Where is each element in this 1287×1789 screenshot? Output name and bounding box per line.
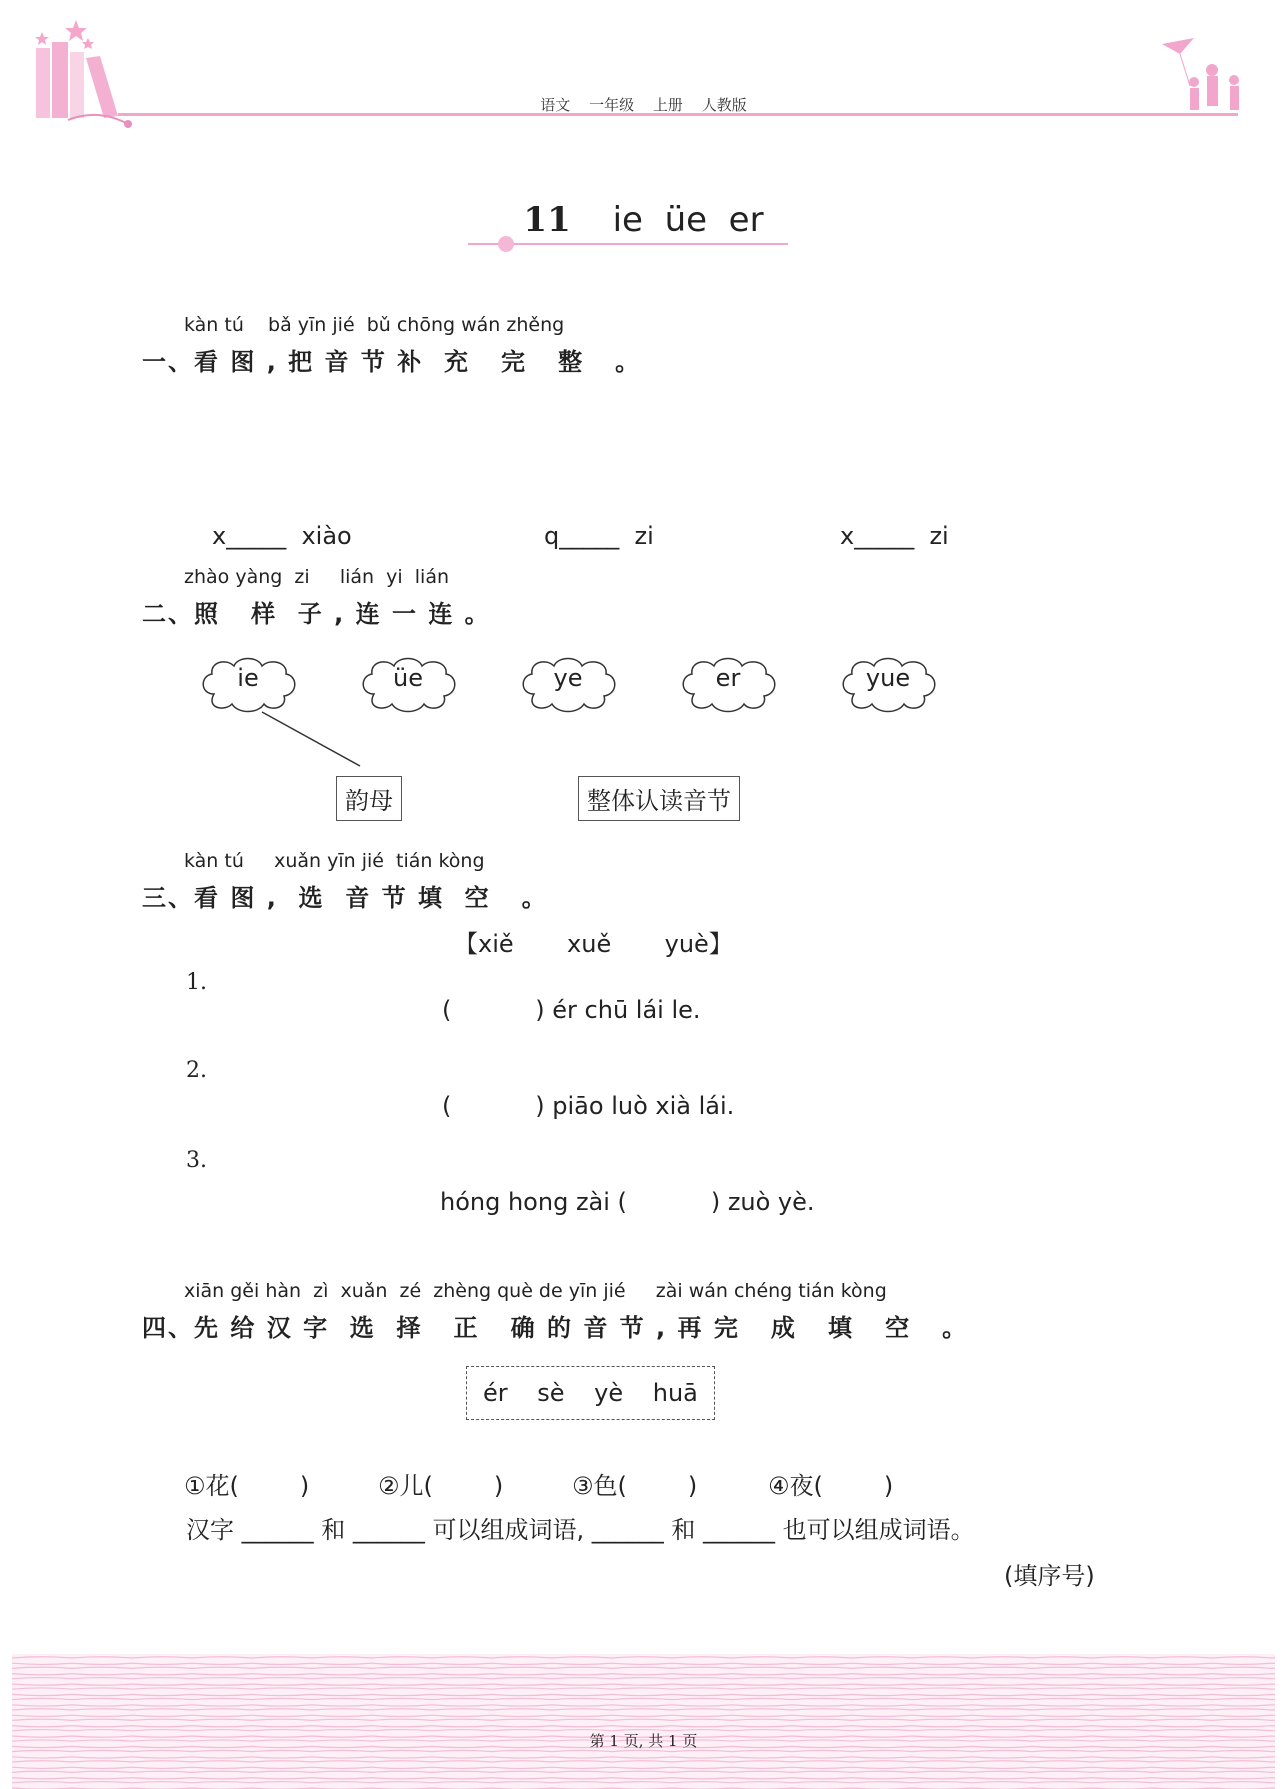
q3-number: 3. — [186, 1148, 207, 1173]
fill-note: (填序号) — [1004, 1562, 1095, 1590]
sec2-pinyin: zhào yàng zi lián yi lián — [184, 566, 450, 588]
cloud-label-ie: ie — [237, 664, 259, 692]
sec3-pinyin: kàn tú xuǎn yīn jié tián kòng — [184, 850, 485, 872]
page-number: 第 1 页, 共 1 页 — [589, 1732, 698, 1750]
char-item-2: ②儿( ) — [378, 1472, 504, 1500]
header-grade: 一年级 — [589, 96, 635, 114]
q3-text: hóng hong zài ( ) zuò yè. — [440, 1188, 815, 1216]
header-edition: 人教版 — [701, 96, 747, 114]
footer-wave-pattern — [12, 1654, 1275, 1789]
cloud-label-er: er — [715, 664, 741, 692]
box-finals[interactable]: 韵母 — [336, 776, 402, 821]
sec1-item-3: x_____ zi — [840, 522, 949, 550]
example-connect-line — [260, 710, 370, 770]
cloud-label-yue: yue — [865, 664, 911, 692]
char-item-1: ①花( ) — [184, 1472, 310, 1500]
syllable-box: ér sè yè huā — [466, 1366, 715, 1420]
q2-number: 2. — [186, 1058, 207, 1083]
lesson-title-text: ie üe er — [612, 200, 764, 240]
title-dot — [498, 236, 514, 252]
box-whole-syllables[interactable]: 整体认读音节 — [578, 776, 740, 821]
char-item-3: ③色( ) — [572, 1472, 698, 1500]
q1-text: ( ) ér chū lái le. — [442, 996, 701, 1024]
cloud-label-ue: üe — [393, 664, 423, 692]
sec1-item-2: q_____ zi — [544, 522, 654, 550]
sec1-item-1: x_____ xiào — [212, 522, 352, 550]
title-rule — [468, 243, 788, 245]
sec2-heading: 二、照 样 子 , 连 一 连 。 — [142, 600, 491, 628]
header-subject: 语文 — [540, 96, 571, 114]
lesson-title — [0, 200, 1287, 240]
fill-sentence: 汉字 ______ 和 ______ 可以组成词语, ______ 和 ______ 也可以组成词语。 — [186, 1516, 975, 1544]
header-info — [0, 94, 1287, 115]
sec3-heading: 三、看 图 , 选 音 节 填 空 。 — [142, 884, 548, 912]
q1-number: 1. — [186, 970, 207, 995]
books-decoration-icon — [28, 18, 158, 138]
header-term: 上册 — [652, 96, 683, 114]
char-item-4: ④夜( ) — [768, 1472, 894, 1500]
lesson-number: 11 — [523, 200, 571, 240]
sec1-pinyin: kàn tú bǎ yīn jié bǔ chōng wán zhěng — [184, 314, 565, 336]
sec4-pinyin: xiān gěi hàn zì xuǎn zé zhèng què de yīn jié zài wán chéng tián kòng — [184, 1280, 887, 1302]
sec1-heading: 一、看 图 , 把 音 节 补 充 完 整 。 — [142, 348, 642, 376]
sec3-options: 【xiě xuě yuè】 — [454, 930, 733, 958]
sec4-heading: 四、先 给 汉 字 选 择 正 确 的 音 节 , 再 完 成 填 空 。 — [142, 1314, 969, 1342]
cloud-label-ye: ye — [553, 664, 583, 692]
q2-text: ( ) piāo luò xià lái. — [442, 1092, 735, 1120]
